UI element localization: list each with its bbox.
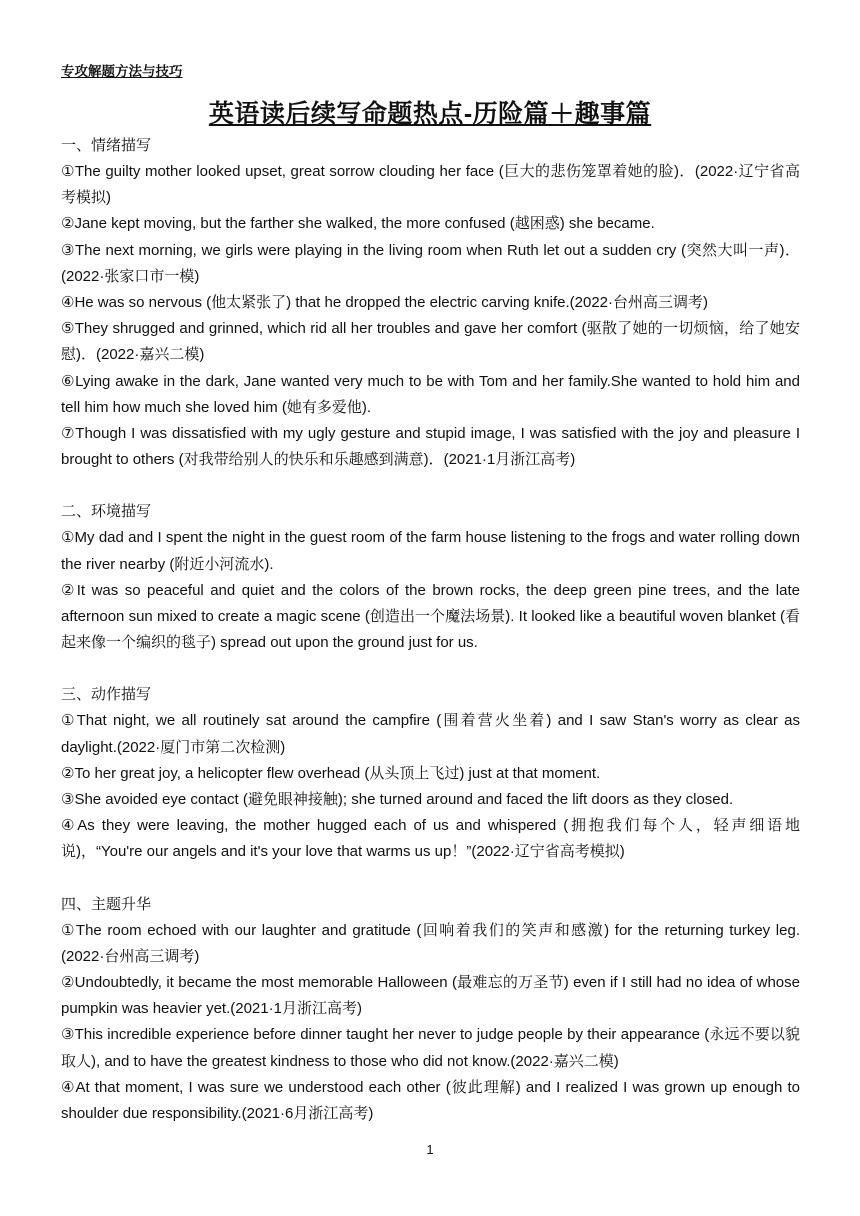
list-item: ④He was so nervous (他太紧张了) that he dropped the electric carving knife.(2022·台州高三调考)	[61, 294, 709, 312]
section-heading: 二、环境描写	[61, 503, 152, 521]
section-heading: 三、动作描写	[61, 686, 152, 704]
list-item: ⑥Lying awake in the dark, Jane wanted very much to be with Tom and her family.She wanted to hold him and tell him how much she loved him (她有多爱他).	[61, 372, 800, 416]
list-item: ③The next morning, we girls were playing in the living room when Ruth let out a sudden cry (突然大叫一声)．(2022·张家口市一模)	[61, 241, 800, 285]
section-emotion	[61, 133, 800, 473]
section-action	[61, 682, 800, 865]
section-theme	[61, 892, 800, 1128]
list-item: ①The guilty mother looked upset, great sorrow clouding her face (巨大的悲伤笼罩着她的脸)．(2022·辽宁省高考模拟)	[61, 163, 800, 207]
list-item: ②Jane kept moving, but the farther she walked, the more confused (越困惑) she became.	[61, 215, 655, 233]
section-heading: 四、主题升华	[61, 895, 152, 913]
section-environment	[61, 499, 800, 656]
page-number: 1	[426, 1142, 434, 1157]
list-item: ③This incredible experience before dinner taught her never to judge people by their appearance (永远不要以貌取人), and to have the greatest kindness to those who did not know.(2022·嘉兴二模)	[61, 1026, 800, 1070]
list-item: ⑦Though I was dissatisfied with my ugly gesture and stupid image, I was satisfied with the joy and pleasure I brought to others (对我带给别人的快乐和乐趣感到满意)．(2021·1月浙江高考)	[61, 425, 800, 469]
list-item: ⑤They shrugged and grinned, which rid all her troubles and gave her comfort (驱散了她的一切烦恼，给了她安慰)．(2022·嘉兴二模)	[61, 320, 800, 364]
section-spacer	[61, 866, 800, 892]
list-item: ④As they were leaving, the mother hugged each of us and whispered (拥抱我们每个人，轻声细语地说)，“You're our angels and it's your love that warms us up！”(2022·辽宁省高考模拟)	[61, 817, 800, 861]
list-item: ②It was so peaceful and quiet and the colors of the brown rocks, the deep green pine trees, and the late afternoon sun mixed to create a magic scene (创造出一个魔法场景). It looked like a beautiful woven blanket (看起来像一个编织的毯子) spread out upon the ground just for us.	[61, 581, 800, 652]
document-body	[61, 133, 800, 1127]
list-item: ①My dad and I spent the night in the guest room of the farm house listening to the frogs and water rolling down the river nearby (附近小河流水).	[61, 529, 800, 573]
list-item: ②Undoubtedly, it became the most memorable Halloween (最难忘的万圣节) even if I still had no idea of whose pumpkin was heavier yet.(2021·1月浙江高考)	[61, 974, 800, 1018]
list-item: ①The room echoed with our laughter and gratitude (回响着我们的笑声和感激) for the returning turkey leg.(2022·台州高三调考)	[61, 921, 800, 965]
list-item: ②To her great joy, a helicopter flew overhead (从头顶上飞过) just at that moment.	[61, 764, 601, 782]
list-item: ③She avoided eye contact (避免眼神接触); she turned around and faced the lift doors as they closed.	[61, 791, 734, 809]
document-title: 英语读后续写命题热点-历险篇＋趣事篇	[208, 100, 652, 128]
section-spacer	[61, 656, 800, 682]
page-header: 专攻解题方法与技巧	[61, 64, 183, 79]
section-heading: 一、情绪描写	[61, 137, 152, 154]
list-item: ④At that moment, I was sure we understood each other (彼此理解) and I realized I was grown up enough to shoulder due responsibility.(2021·6月浙江高考)	[61, 1078, 800, 1123]
list-item: ①That night, we all routinely sat around the campfire (围着营火坐着) and I saw Stan's worry as clear as daylight.(2022·厦门市第二次检测)	[61, 712, 800, 756]
section-spacer	[61, 473, 800, 499]
